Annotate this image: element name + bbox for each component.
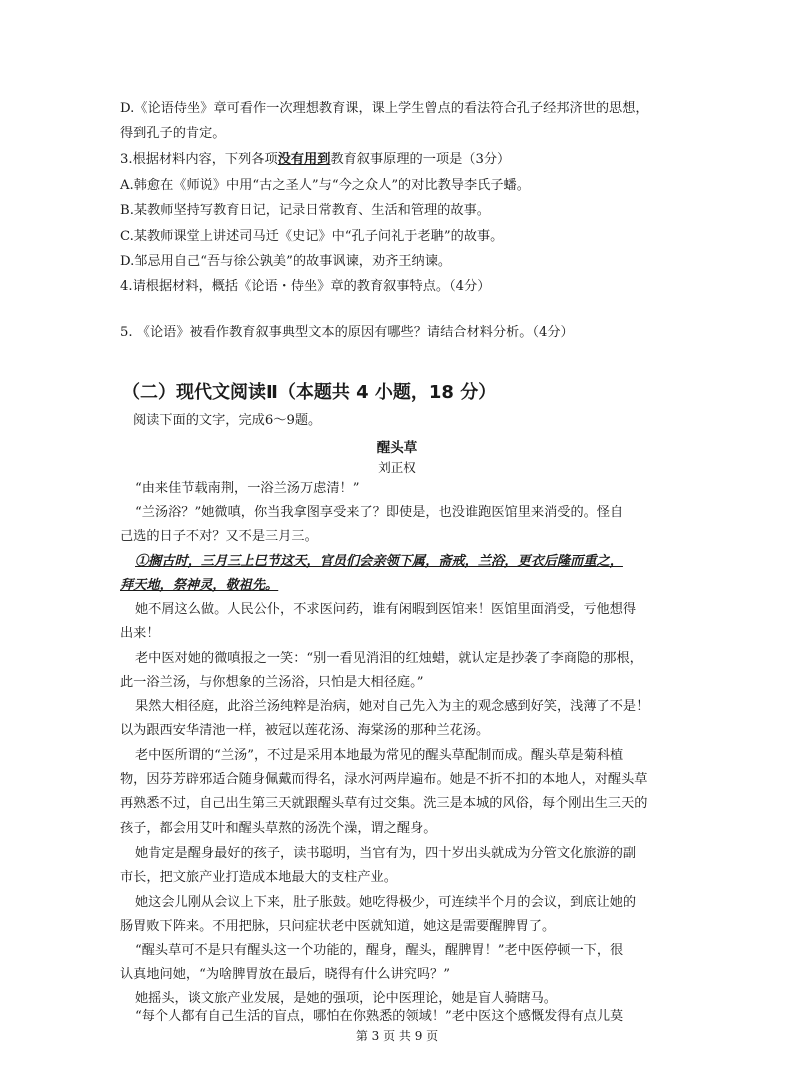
story-paragraph-9-line1: 她这会儿刚从会议上下来，肚子胀鼓。她吃得极少，可连续半个月的会议，到底让她的: [135, 895, 637, 910]
question-3: [120, 151, 510, 169]
q3-option-c: C.某教师课堂上讲述司马迁《史记》中“孔子问礼于老聃”的故事。: [120, 229, 504, 244]
story-paragraph-1: “由来佳节载南荆，一浴兰汤万虑清！”: [135, 481, 360, 496]
story-paragraph-9-line2: 肠胃败下阵来。不用把脉，只问症状老中医就知道，她这是需要醒脾胃了。: [120, 919, 556, 934]
story-paragraph-3-line2-underlined: 拜天地，祭神灵，敬祖先。: [120, 578, 279, 593]
question-3-emphasis: 没有用到: [277, 152, 331, 167]
story-paragraph-2-line1: “兰汤浴？”她微嗔，你当我拿图享受来了？即使是，也没谁跑医馆里来消受的。怪自: [135, 505, 624, 520]
story-paragraph-7-line2: 物，因芬芳辟邪适合随身佩戴而得名，渌水河两岸遍布。她是不折不扣的本地人，对醒头草: [120, 772, 648, 787]
story-paragraph-3-line1-underlined: ①搁古时，三月三上巳节这天，官员们会亲领下属，斋戒，兰浴，更衣后隆而重之，: [135, 554, 623, 569]
story-paragraph-6-line1: 果然大相径庭，此浴兰汤纯粹是治病，她对自己先入为主的观念感到好笑，浅薄了不是！: [135, 699, 650, 714]
q3-option-d: D.邹忌用自己“吾与徐公孰美”的故事讽谏，劝齐王纳谏。: [120, 254, 452, 269]
page-footer: 第 3 页 共 9 页: [355, 1029, 439, 1043]
story-paragraph-4-line2: 出来！: [120, 626, 160, 641]
q2-option-d-line1: D.《论语侍坐》章可看作一次理想教育课，课上学生曾点的看法符合孔子经邦济世的思想，: [120, 101, 649, 116]
story-paragraph-10-line2: 认真地问她，“为啥脾胃放在最后，晓得有什么讲究吗？”: [120, 967, 450, 982]
story-title: 醒头草: [376, 440, 418, 456]
question-3-pre: 3.根据材料内容，下列各项: [120, 152, 278, 167]
question-4: 4.请根据材料，概括《论语・侍坐》章的教育叙事特点。（4分）: [120, 279, 491, 294]
story-paragraph-8-line1: 她肯定是醒身最好的孩子，读书聪明，当官有为，四十岁出头就成为分管文化旅游的副: [135, 846, 637, 861]
q3-option-b: B.某教师坚持写教育日记，记录日常教育、生活和管理的故事。: [120, 203, 490, 218]
story-paragraph-5-line2: 此一浴兰汤，与你想象的兰汤浴，只怕是大相径庭。”: [120, 675, 424, 690]
question-3-post: 教育叙事原理的一项是（3分）: [330, 152, 511, 167]
story-paragraph-5-line1: 老中医对她的微嗔报之一笑：“别一看见消泪的红烛蜡，就认定是抄袭了李商隐的那根，: [135, 651, 643, 666]
story-paragraph-7-line3: 再熟悉不过，自己出生第三天就跟醒头草有过交集。洗三是本城的风俗，每个刚出生三天的: [120, 796, 648, 811]
q3-option-a: A.韩愈在《师说》中用“古之圣人”与“今之众人”的对比教导李氏子蟠。: [120, 178, 530, 193]
story-paragraph-11: 她摇头，谈文旅产业发展，是她的强项，论中医理论，她是盲人骑瞎马。: [135, 991, 557, 1006]
story-paragraph-7-line1: 老中医所谓的“兰汤”，不过是采用本地最为常见的醒头草配制而成。醒头草是菊科植: [135, 748, 624, 763]
story-paragraph-2-line2: 己选的日子不对？又不是三月三。: [120, 529, 318, 544]
story-paragraph-12: “每个人都有自己生活的盲点，哪怕在你熟悉的领域！”老中医这个感慨发得有点儿莫: [135, 1009, 624, 1024]
story-paragraph-7-line4: 孩子，都会用艾叶和醒头草熬的汤洗个澡，谓之醒身。: [120, 821, 437, 836]
story-paragraph-8-line2: 市长，把文旅产业打造成本地最大的支柱产业。: [120, 870, 397, 885]
story-paragraph-10-line1: “醒头草可不是只有醒头这一个功能的，醒身，醒头，醒脾胃！”老中医停顿一下，很: [135, 943, 624, 958]
reading-instruction: 阅读下面的文字，完成6～9题。: [133, 413, 322, 428]
story-paragraph-6-line2: 以为跟西安华清池一样，被冠以莲花汤、海棠汤的那种兰花汤。: [120, 723, 490, 738]
story-author: 刘正权: [378, 460, 416, 475]
question-5: 5. 《论语》被看作教育叙事典型文本的原因有哪些？请结合材料分析。（4分）: [120, 325, 574, 340]
section-heading: （二）现代文阅读Ⅱ（本题共 4 小题，18 分）: [122, 382, 497, 403]
q2-option-d-line2: 得到孔子的肯定。: [120, 126, 226, 141]
story-paragraph-4-line1: 她不屑这么做。人民公仆，不求医问药，谁有闲暇到医馆来！医馆里面消受，亏他想得: [135, 602, 637, 617]
